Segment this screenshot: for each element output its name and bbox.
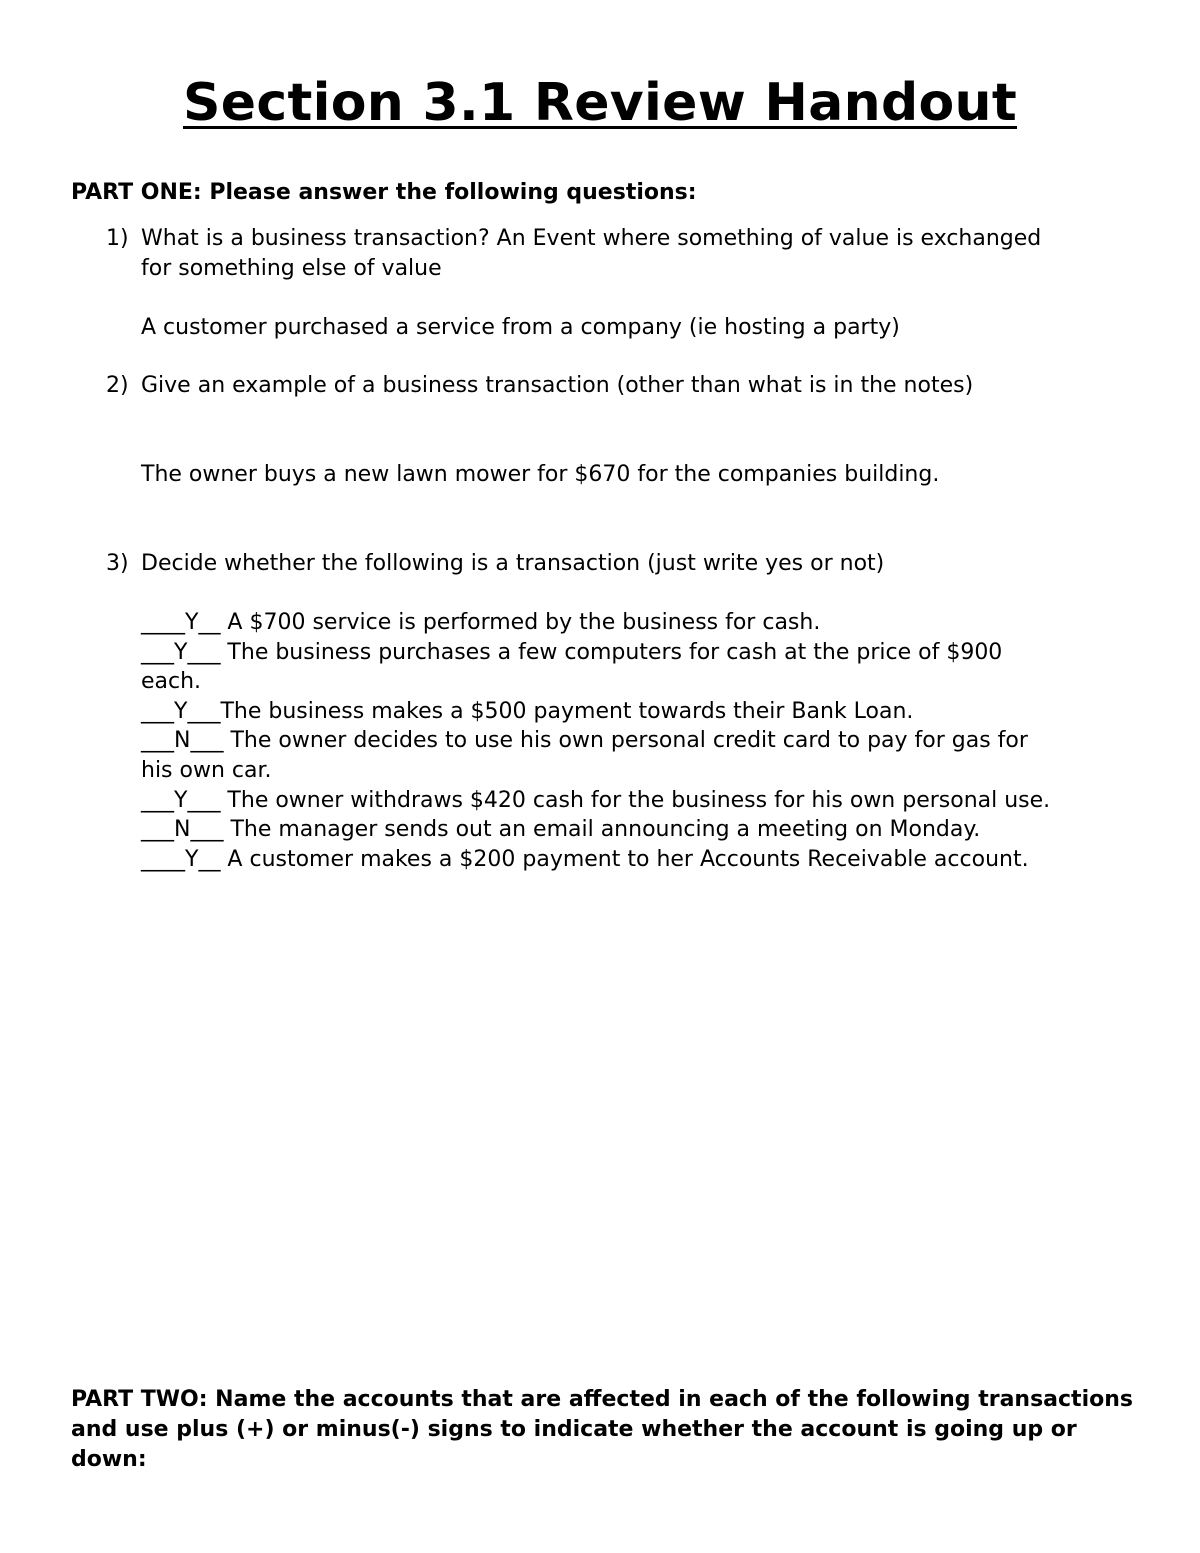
question-3-number: 3) [106,551,129,576]
question-1-example: A customer purchased a service from a company (ie hosting a party) [141,315,900,340]
part-two-heading: PART TWO: Name the accounts that are affected in each of the following transactions and use plus (+) or minus(-) signs to indicate whether the account is going up or down: [71,1387,1133,1472]
list-item: ___Y___The business makes a $500 payment towards their Bank Loan. [141,698,914,724]
list-item: ____Y__ A $700 service is performed by the business for cash. [141,610,821,635]
transaction-answer-list [141,608,1050,874]
question-2-text: Give an example of a business transaction (other than what is in the notes) [141,373,974,398]
list-item: ___N___ The manager sends out an email announcing a meeting on Monday. [141,817,981,843]
list-item: ____Y__ A customer makes a $200 payment to her Accounts Receivable account. [141,846,1029,872]
question-3-text: Decide whether the following is a transaction (just write yes or not) [141,551,885,576]
list-item: each. [141,669,202,695]
list-item: ___Y___ The business purchases a few computers for cash at the price of $900 [141,639,1003,665]
question-1-number: 1) [106,226,129,251]
list-item: ___N___ The owner decides to use his own personal credit card to pay for gas for [141,728,1028,754]
list-item: ___Y___ The owner withdraws $420 cash for the business for his own personal use. [141,787,1051,813]
part-one-heading: PART ONE: Please answer the following questions: [71,180,697,205]
list-item: his own car. [141,757,272,783]
question-1-line-2: for something else of value [141,256,442,281]
page-title: Section 3.1 Review Handout [183,73,1017,133]
question-2-answer: The owner buys a new lawn mower for $670 for the companies building. [141,462,940,487]
question-2-number: 2) [106,373,129,398]
question-1-line-1: What is a business transaction? An Event where something of value is exchanged [141,226,1042,251]
